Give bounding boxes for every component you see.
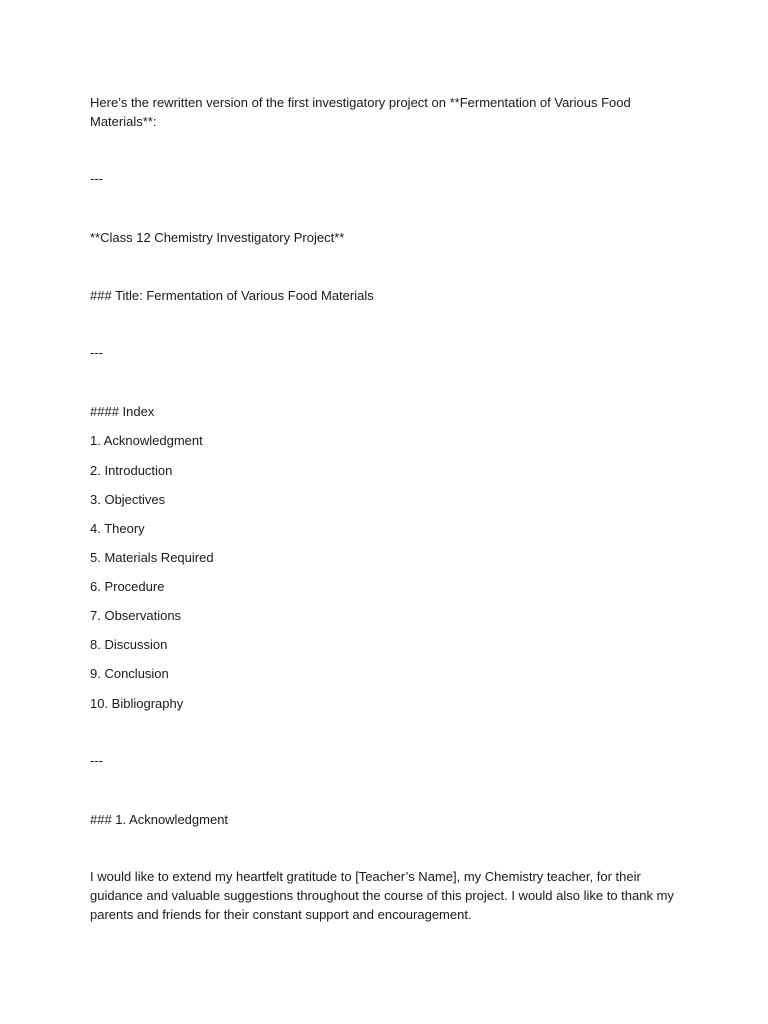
index-item: 4. Theory	[90, 521, 145, 536]
intro-text-line-2: Materials**:	[90, 114, 157, 129]
acknowledgment-text-line-1: I would like to extend my heartfelt gratitude to [Teacher’s Name], my Chemistry teacher, for their	[90, 869, 641, 884]
index-item: 1. Acknowledgment	[90, 433, 203, 448]
separator-2: ---	[90, 345, 103, 360]
intro-text-line-1: Here’s the rewritten version of the first investigatory project on **Fermentation of Various Food	[90, 95, 631, 110]
index-item: 10. Bibliography	[90, 696, 184, 711]
acknowledgment-text-line-2: guidance and valuable suggestions throughout the course of this project. I would also like to thank my	[90, 888, 674, 903]
index-item: 8. Discussion	[90, 637, 168, 652]
index-heading: #### Index	[90, 404, 155, 419]
acknowledgment-text-line-3: parents and friends for their constant support and encouragement.	[90, 907, 472, 922]
index-item: 7. Observations	[90, 608, 182, 623]
class-heading: **Class 12 Chemistry Investigatory Project**	[90, 230, 345, 245]
index-item: 9. Conclusion	[90, 666, 169, 681]
title-heading: ### Title: Fermentation of Various Food Materials	[90, 288, 374, 303]
index-item: 2. Introduction	[90, 463, 173, 478]
separator-3: ---	[90, 753, 103, 768]
separator-1: ---	[90, 171, 103, 186]
index-item: 3. Objectives	[90, 492, 166, 507]
index-item: 5. Materials Required	[90, 550, 214, 565]
index-item: 6. Procedure	[90, 579, 165, 594]
acknowledgment-heading: ### 1. Acknowledgment	[90, 812, 229, 827]
